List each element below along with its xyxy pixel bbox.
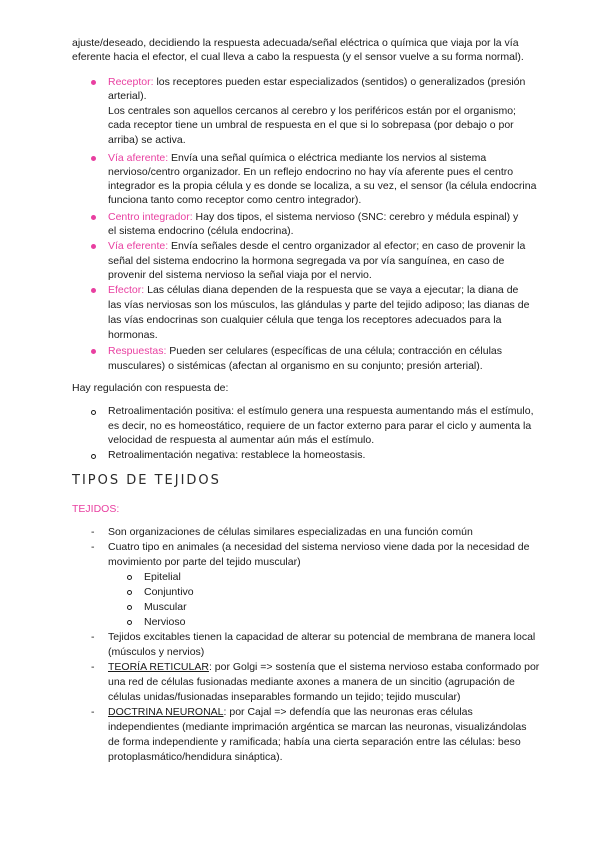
tissue-type-epitelial: Epitelial: [144, 571, 181, 583]
circle-bullet: [127, 605, 132, 610]
regulation-negative-line-1: Retroalimentación negativa: restablece la homeostasis.: [108, 449, 366, 461]
bullet-aferente-line-3: integrador es la propia célula y es donde se localiza, a su vez, el sensor (la célula endocrina: [108, 180, 537, 192]
tejidos-item-3-line-1: Tejidos excitables tienen la capacidad de alterar su potencial de membrana de manera local: [108, 631, 536, 643]
tejidos-item-2-line-2: movimiento por parte del tejido muscular): [108, 556, 301, 568]
regulation-positive-line-2: es decir, no es homeostático, requiere de un factor externo para parar el ciclo y aumenta la: [108, 420, 532, 432]
bullet-respuestas-line-1: Respuestas: Pueden ser celulares (específicas de una célula; contracción en células: [108, 345, 502, 357]
bullet-efector-line-1: Efector: Las células diana dependen de la respuesta que se vaya a ejecutar; la diana de: [108, 284, 519, 296]
bullet-efector-line-2: las vías nerviosas son los músculos, las glándulas y parte del tejido adiposo; las dianas de: [108, 299, 530, 311]
bullet-respuestas-line-2: musculares) o sistémicas (afectan al organismo en su conjunto; presión arterial).: [108, 360, 483, 372]
bullet-centro-line-2: el sistema endocrino (célula endocrina).: [108, 225, 294, 237]
tejidos-item-2-line-1: Cuatro tipo en animales (a necesidad del sistema nervioso viene dada por la necesidad de: [108, 541, 530, 553]
circle-bullet: [127, 575, 132, 580]
term-centro-integrador: Centro integrador:: [108, 211, 193, 223]
bullet-receptor-line-3: Los centrales son aquellos cercanos al cerebro y los periféricos están por el organismo;: [108, 105, 516, 117]
bullet-receptor-line-2: arterial).: [108, 90, 147, 102]
bullet-receptor-line-4: cada receptor tiene un umbral de respuesta en el que si lo sobrepasa (por debajo o por: [108, 119, 514, 131]
teoria-reticular-line-3: células unidas/fusionadas inseparables formando un tejido; tejido muscular): [108, 691, 461, 703]
bullet-aferente-line-4: funciona tanto como receptor como centro integrador).: [108, 194, 362, 206]
bullet-dot: [91, 80, 96, 85]
tissue-type-nervioso: Nervioso: [144, 616, 186, 628]
dash-marker: -: [91, 631, 95, 643]
bullet-dot: [91, 215, 96, 220]
dash-marker: -: [91, 706, 95, 718]
tissue-type-muscular: Muscular: [144, 601, 187, 613]
bullet-dot: [91, 349, 96, 354]
bullet-eferente-line-2: señal del sistema endocrino la hormona segregada va por vía sanguínea, en caso de: [108, 255, 505, 267]
dash-marker: -: [91, 526, 95, 538]
intro-line-1: ajuste/deseado, decidiendo la respuesta adecuada/señal eléctrica o química que viaja por la vía: [72, 37, 519, 49]
term-efector: Efector:: [108, 284, 145, 296]
circle-bullet: [127, 590, 132, 595]
circle-bullet: [91, 410, 96, 415]
circle-bullet: [91, 454, 96, 459]
tissue-type-conjuntivo: Conjuntivo: [144, 586, 194, 598]
tejidos-item-3-line-2: (músculos y nervios): [108, 646, 205, 658]
subsection-title: TEJIDOS:: [72, 503, 120, 515]
bullet-centro-line-1: Centro integrador: Hay dos tipos, el sistema nervioso (SNC: cerebro y médula espinal) y: [108, 211, 519, 223]
tejidos-item-1: Son organizaciones de células similares especializadas en una función común: [108, 526, 473, 538]
circle-bullet: [127, 620, 132, 625]
bullet-dot: [91, 288, 96, 293]
bullet-receptor-line-1: Receptor: los receptores pueden estar especializados (sentidos) o generalizados (presión: [108, 76, 526, 88]
section-title: TIPOS DE TEJIDOS: [72, 473, 221, 488]
bullet-dot: [91, 156, 96, 161]
dash-marker: -: [91, 541, 95, 553]
bullet-efector-line-3: las vías endocrinas son cualquier célula que tenga los receptores adecuados para la: [108, 314, 502, 326]
bullet-aferente-line-2: nervioso/centro organizador. En un reflejo endocrino no hay vía aferente pues el centro: [108, 166, 514, 178]
bullet-aferente-line-1: Vía aferente: Envía una señal química o eléctrica mediante los nervios al sistema: [108, 152, 487, 164]
teoria-reticular-line-2: una red de células fusionadas mediante axones a manera de un sincitio (agrupación de: [108, 676, 515, 688]
regulation-positive-line-3: velocidad de respuesta al aumentar aún más el estímulo.: [108, 434, 375, 446]
term-respuestas: Respuestas:: [108, 345, 167, 357]
bullet-receptor-line-5: arriba) se activa.: [108, 134, 186, 146]
bullet-eferente-line-3: provenir del sistema nervioso la señal viaja por el nervio.: [108, 269, 372, 281]
doctrina-neuronal-line-4: protoplasmático/hendidura sináptica).: [108, 751, 283, 763]
regulation-intro: Hay regulación con respuesta de:: [72, 382, 229, 394]
intro-line-2: eferente hacia el efector, el cual lleva a cabo la respuesta (y el sensor vuelve a su forma normal).: [72, 51, 524, 63]
term-doctrina-neuronal: DOCTRINA NEURONAL: [108, 706, 224, 718]
term-receptor: Receptor:: [108, 76, 154, 88]
teoria-reticular-line-1: TEORÍA RETICULAR: por Golgi => sostenía que el sistema nervioso estaba conformado por: [108, 661, 540, 673]
doctrina-neuronal-line-1: DOCTRINA NEURONAL: por Cajal => defendía que las neuronas eras células: [108, 706, 473, 718]
regulation-positive-line-1: Retroalimentación positiva: el estímulo genera una respuesta aumentando más el estímulo,: [108, 405, 534, 417]
term-via-eferente: Vía eferente:: [108, 240, 169, 252]
term-via-aferente: Vía aferente:: [108, 152, 169, 164]
bullet-dot: [91, 244, 96, 249]
bullet-efector-line-4: hormonas.: [108, 329, 158, 341]
doctrina-neuronal-line-3: de forma independiente y ramificada; había una cierta separación entre las células: beso: [108, 736, 521, 748]
term-teoria-reticular: TEORÍA RETICULAR: [108, 661, 209, 673]
doctrina-neuronal-line-2: independientes (mediante imprimación argéntica se marcan las neuronas, visualizándolas: [108, 721, 527, 733]
bullet-eferente-line-1: Vía eferente: Envía señales desde el centro organizador al efector; en caso de provenir la: [108, 240, 526, 252]
dash-marker: -: [91, 661, 95, 673]
